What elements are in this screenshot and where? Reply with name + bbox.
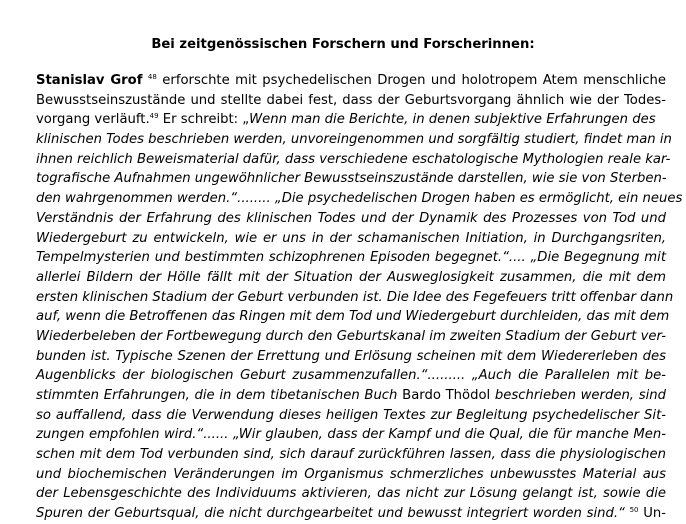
quote-text: Spuren der Geburtsqual, die nicht durchgearbeitet und bewusst integriert worden sind.“ (36, 506, 625, 522)
quote-text: auf, wenn die Betroffenen das Ringen mit dem Tod und Wiedergeburt durchleiden, das mit dem (36, 309, 670, 325)
text-line (36, 484, 666, 504)
text-run: Er schreibt: „ (158, 112, 250, 128)
text-line (36, 504, 666, 524)
text-line (36, 71, 666, 91)
text-line (36, 347, 666, 367)
text-line (36, 445, 666, 465)
quote-text: Wenn man die Berichte, in denen subjektive Erfahrungen des (249, 112, 656, 128)
text-line (36, 110, 666, 130)
text-line (36, 130, 672, 150)
quote-text: ihnen reichlich Beweismaterial dafür, dass verschiedene eschatologische Mythologien reale kar- (36, 151, 671, 167)
quote-text: tografische Aufnahmen ungewöhnlicher Bewusstseinszustände darstellen, wie sie von Sterben- (36, 171, 667, 187)
footnote-ref: 50 (629, 506, 639, 515)
text-run: Bardo Thödol (402, 388, 491, 403)
quote-text: und biochemischen Veränderungen im Organismus schmerzliches unbewusstes Material aus (36, 466, 666, 482)
text-run: Un- (638, 506, 666, 522)
text-run: vorgang verläuft. (36, 112, 150, 128)
text-line (36, 169, 666, 189)
quote-text: Tempelmysterien und bestimmten schizophrenen Episoden begegnet.“.... „Die Begegnung mit (36, 250, 666, 266)
quote-text: beschrieben werden, sind (490, 388, 666, 403)
text-line (36, 189, 683, 209)
quote-text: bunden ist. Typische Szenen der Errettung und Erlösung scheinen mit dem Wiedererleben des (36, 348, 666, 364)
quote-text: stimmten Erfahrungen, die in dem tibetanischen Buch (36, 388, 403, 403)
text-line (36, 268, 666, 288)
body-text (36, 71, 683, 524)
quote-text: Wiedergeburt zu entwickeln, wie er uns in der schamanischen Initiation, in Durchgangsriten, (36, 230, 666, 246)
text-line (36, 229, 666, 249)
text-line (36, 465, 666, 485)
quote-text: der Lebensgeschichte des Individuums aktivieren, das nicht zur Lösung gelangt ist, sowie die (36, 486, 666, 502)
text-line (36, 386, 666, 406)
text-line (36, 406, 666, 426)
text-line (36, 366, 666, 386)
text-run: Bewusstseinszustände und stellte dabei fest, dass der Geburtsvorgang ähnlich wie der Todes- (36, 92, 666, 108)
text-line (36, 209, 666, 229)
quote-text: allerlei Bildern der Hölle fällt mit der Situation der Ausweglosigkeit zusammen, die mit dem (36, 269, 666, 285)
text-line (36, 248, 666, 268)
footnote-ref: 49 (149, 112, 159, 121)
quote-text: den wahrgenommen werden.“........ „Die psychedelischen Drogen haben es ermöglicht, ein neues (36, 191, 683, 207)
text-line (36, 307, 670, 327)
author-name: Stanislav Grof (36, 73, 143, 88)
quote-text: schen mit dem Tod verbunden sind, sich darauf zurückführen lassen, dass die physiologischen (36, 447, 666, 463)
quote-text: zungen empfohlen wird.“...... „Wir glauben, dass der Kampf und die Qual, die für manche Men- (36, 427, 666, 443)
quote-text: so auffallend, dass die Verwendung dieses heiligen Textes zur Begleitung psychedelischer Sit- (36, 407, 666, 423)
text-line (36, 288, 674, 308)
footnote-ref: 48 (147, 73, 157, 81)
text-line (36, 150, 671, 170)
text-line (36, 91, 666, 111)
quote-text: ersten klinischen Stadium der Geburt verbunden ist. Die Idee des Fegefeuers tritt offenbar dann (36, 289, 674, 305)
text-line (36, 425, 666, 445)
quote-text: Wiederbeleben der Fortbewegung durch den Geburtskanal im zweiten Stadium der Geburt ver- (36, 328, 666, 344)
text-run: erforschte mit psychedelischen Drogen und holotropem Atem menschliche (156, 73, 666, 88)
text-line (36, 327, 666, 347)
section-heading: Bei zeitgenössischen Forschern und Forscherinnen: (151, 37, 535, 52)
quote-text: Verständnis der Erfahrung des klinischen Todes und der Dynamik des Prozesses von Tod und (36, 210, 666, 226)
quote-text: Augenblicks der biologischen Geburt zusammenzufallen.“......... „Auch die Parallelen mit be- (36, 368, 666, 384)
quote-text: klinischen Todes beschrieben werden, unvoreingenommen und sorgfältig studiert, findet man in (36, 132, 672, 148)
